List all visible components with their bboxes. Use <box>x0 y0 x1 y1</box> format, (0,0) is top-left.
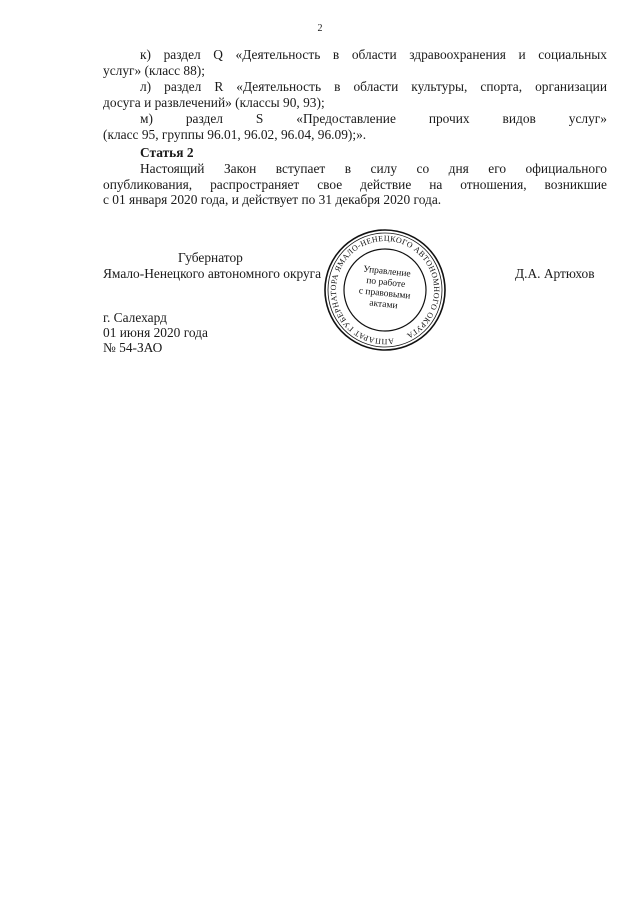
governor-region: Ямало-Ненецкого автономного округа <box>103 266 322 281</box>
issue-city: г. Салехард <box>103 310 167 325</box>
governor-title: Губернатор <box>178 250 243 265</box>
article-body <box>103 161 607 208</box>
issue-date: 01 июня 2020 года <box>103 325 208 340</box>
item-m-line2: (класс 95, группы 96.01, 96.02, 96.04, 96.09);». <box>103 126 367 142</box>
official-stamp <box>323 228 447 352</box>
list-item-m <box>103 111 607 142</box>
stamp-line4: актами <box>368 298 399 312</box>
article-heading: Статья 2 <box>140 145 194 160</box>
article-line1: Настоящий Закон вступает в силу со дня его официального <box>140 161 607 176</box>
stamp-ring-text: АППАРАТ ГУБЕРНАТОРА ЯМАЛО-НЕНЕЦКОГО АВТОНОМНОГО ОКРУГА <box>328 233 442 347</box>
item-l-line1: л) раздел R «Деятельность в области культуры, спорта, организации <box>140 79 607 94</box>
page-number: 2 <box>317 23 323 34</box>
article-line2: опубликования, распространяет свое действие на отношения, возникшие <box>103 176 607 192</box>
list-item-k <box>103 47 607 78</box>
item-k-line2: услуг» (класс 88); <box>103 62 205 78</box>
list-item-l <box>103 79 607 110</box>
stamp-line1: Управление <box>362 264 412 280</box>
stamp-line2: по работе <box>365 276 406 291</box>
item-l-line2: досуга и развлечений» (классы 90, 93); <box>103 94 325 110</box>
law-number: № 54-ЗАО <box>103 340 163 355</box>
article-line3: с 01 января 2020 года, и действует по 31 декабря 2020 года. <box>103 192 442 207</box>
stamp-line3: с правовыми <box>358 286 411 302</box>
item-k-line1: к) раздел Q «Деятельность в области здравоохранения и социальных <box>140 47 607 62</box>
governor-name: Д.А. Артюхов <box>515 266 595 281</box>
item-m-line1: м) раздел S «Предоставление прочих видов услуг» <box>140 111 607 126</box>
